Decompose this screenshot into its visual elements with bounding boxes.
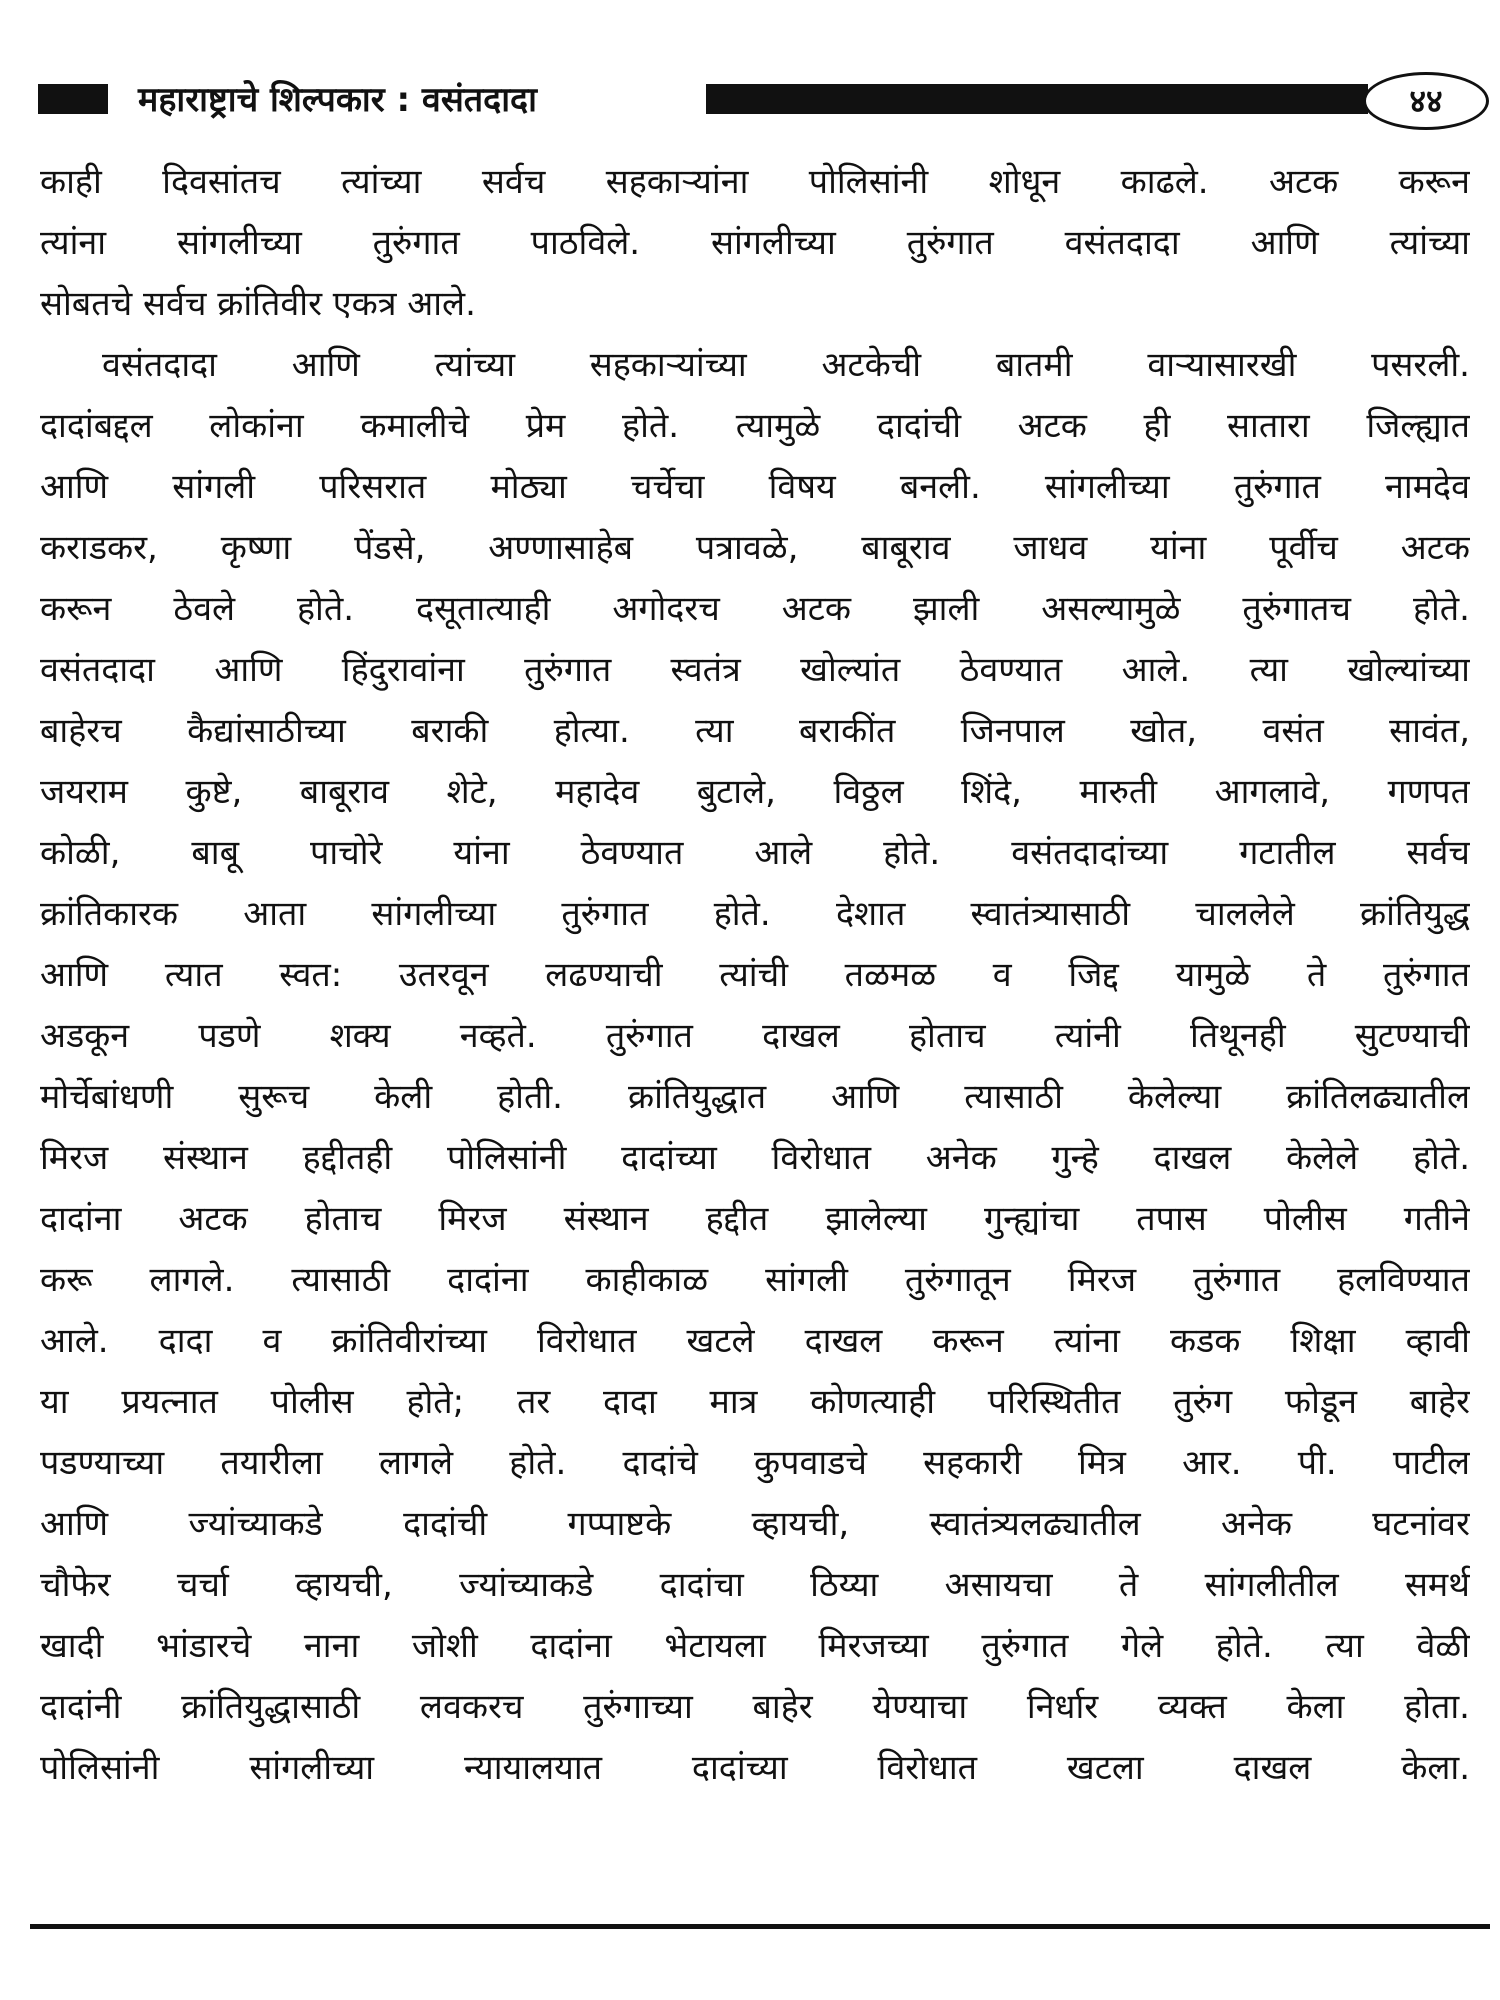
body-text [40, 152, 1470, 1799]
text-line: दादांबद्दल लोकांना कमालीचे प्रेम होते. त्यामुळे दादांची अटक ही सातारा जिल्ह्यात [40, 406, 1470, 446]
text-line: आले. दादा व क्रांतिवीरांच्या विरोधात खटले दाखल करून त्यांना कडक शिक्षा व्हावी [40, 1321, 1470, 1361]
header-left-bar [38, 84, 108, 114]
text-line: अडकून पडणे शक्य नव्हते. तुरुंगात दाखल होताच त्यांनी तिथूनही सुटण्याची [40, 1016, 1470, 1056]
text-line: आणि ज्यांच्याकडे दादांची गप्पाष्टके व्हायची, स्वातंत्र्यलढ्यातील अनेक घटनांवर [40, 1504, 1470, 1544]
running-title: महाराष्ट्राचे शिल्पकार : वसंतदादा [138, 80, 537, 120]
text-line: चौफेर चर्चा व्हायची, ज्यांच्याकडे दादांचा ठिय्या असायचा ते सांगलीतील समर्थ [40, 1565, 1470, 1605]
text-line: बाहेरच कैद्यांसाठीच्या बराकी होत्या. त्या बराकींत जिनपाल खोत, वसंत सावंत, [40, 711, 1470, 751]
footer-rule [30, 1924, 1490, 1929]
header-right-bar [706, 84, 1368, 114]
text-line: त्यांना सांगलीच्या तुरुंगात पाठविले. सांगलीच्या तुरुंगात वसंतदादा आणि त्यांच्या [40, 223, 1470, 263]
text-line: या प्रयत्नात पोलीस होते; तर दादा मात्र कोणत्याही परिस्थितीत तुरुंग फोडून बाहेर [40, 1382, 1470, 1422]
text-line: दादांना अटक होताच मिरज संस्थान हद्दीत झालेल्या गुन्ह्यांचा तपास पोलीस गतीने [40, 1199, 1470, 1239]
text-line: काही दिवसांतच त्यांच्या सर्वच सहकाऱ्यांना पोलिसांनी शोधून काढले. अटक करून [40, 162, 1470, 202]
text-line: पोलिसांनी सांगलीच्या न्यायालयात दादांच्या विरोधात खटला दाखल केला. [40, 1748, 1470, 1788]
page-number: ४४ [1363, 72, 1489, 130]
text-line: सोबतचे सर्वच क्रांतिवीर एकत्र आले. [40, 284, 476, 324]
text-line: मिरज संस्थान हद्दीतही पोलिसांनी दादांच्या विरोधात अनेक गुन्हे दाखल केलेले होते. [40, 1138, 1470, 1178]
text-line: मोर्चेबांधणी सुरूच केली होती. क्रांतियुद्धात आणि त्यासाठी केलेल्या क्रांतिलढ्यातील [40, 1077, 1470, 1117]
text-line: कराडकर, कृष्णा पेंडसे, अण्णासाहेब पत्रावळे, बाबूराव जाधव यांना पूर्वीच अटक [40, 528, 1470, 568]
text-line: दादांनी क्रांतियुद्धासाठी लवकरच तुरुंगाच्या बाहेर येण्याचा निर्धार व्यक्त केला होता. [40, 1687, 1470, 1727]
text-line: वसंतदादा आणि त्यांच्या सहकाऱ्यांच्या अटकेची बातमी वाऱ्यासारखी पसरली. [102, 345, 1470, 385]
text-line: कोळी, बाबू पाचोरे यांना ठेवण्यात आले होते. वसंतदादांच्या गटातील सर्वच [40, 833, 1470, 873]
text-line: पडण्याच्या तयारीला लागले होते. दादांचे कुपवाडचे सहकारी मित्र आर. पी. पाटील [40, 1443, 1470, 1483]
text-line: करून ठेवले होते. दसूतात्याही अगोदरच अटक झाली असल्यामुळे तुरुंगातच होते. [40, 589, 1470, 629]
text-line: आणि त्यात स्वत: उतरवून लढण्याची त्यांची तळमळ व जिद्द यामुळे ते तुरुंगात [40, 955, 1470, 995]
text-line: खादी भांडारचे नाना जोशी दादांना भेटायला मिरजच्या तुरुंगात गेले होते. त्या वेळी [40, 1626, 1470, 1666]
text-line: जयराम कुष्टे, बाबूराव शेटे, महादेव बुटाले, विठ्ठल शिंदे, मारुती आगलावे, गणपत [40, 772, 1470, 812]
text-line: करू लागले. त्यासाठी दादांना काहीकाळ सांगली तुरुंगातून मिरज तुरुंगात हलविण्यात [40, 1260, 1470, 1300]
text-line: क्रांतिकारक आता सांगलीच्या तुरुंगात होते. देशात स्वातंत्र्यासाठी चाललेले क्रांतियुद्ध [40, 894, 1470, 934]
text-line: आणि सांगली परिसरात मोठ्या चर्चेचा विषय बनली. सांगलीच्या तुरुंगात नामदेव [40, 467, 1470, 507]
text-line: वसंतदादा आणि हिंदुरावांना तुरुंगात स्वतंत्र खोल्यांत ठेवण्यात आले. त्या खोल्यांच्या [40, 650, 1470, 690]
running-header [38, 70, 1490, 130]
